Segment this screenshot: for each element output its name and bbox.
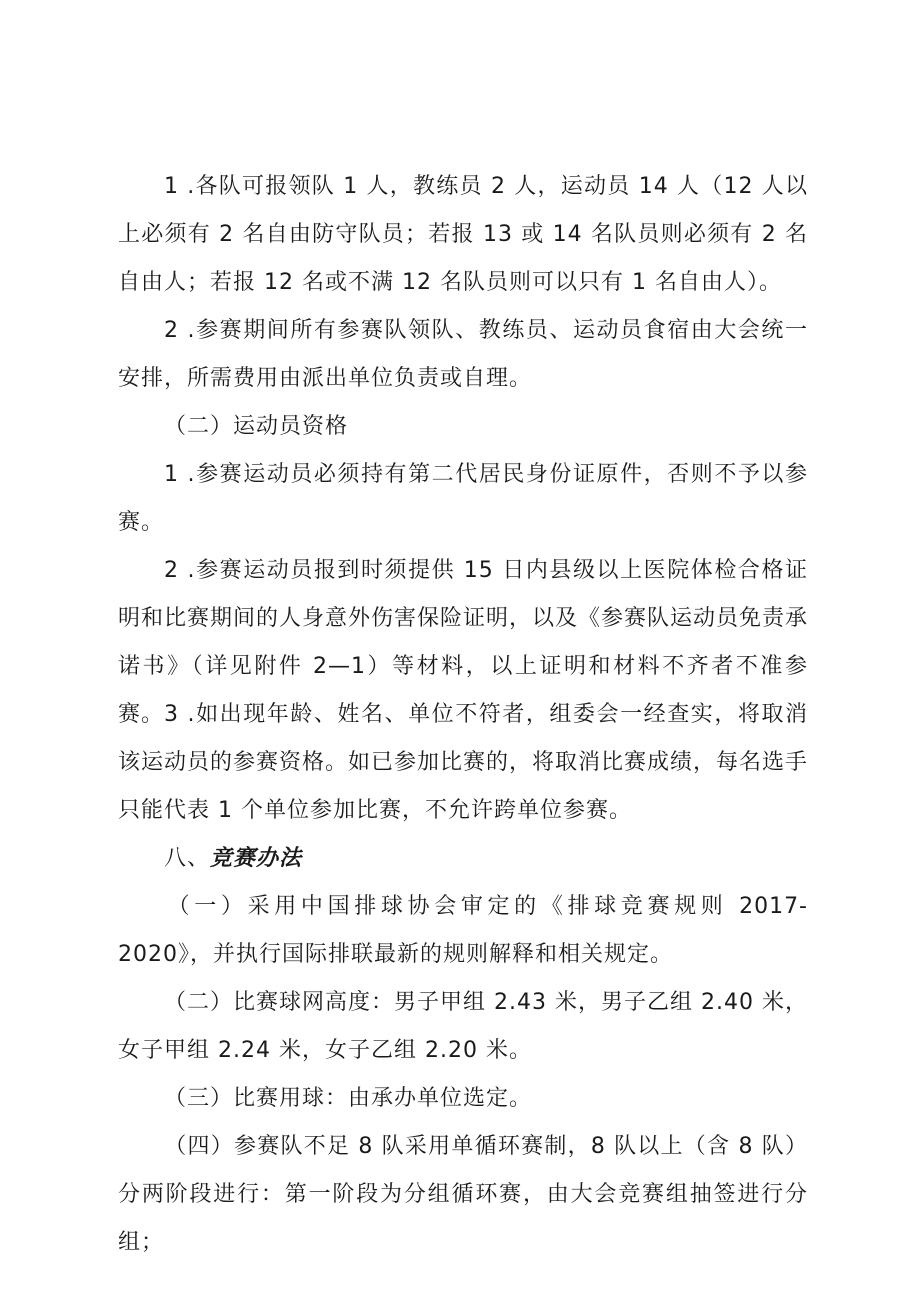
section-title: 竞赛办法 (210, 846, 303, 871)
paragraph-id-card (118, 451, 808, 547)
section-number: 八、 (164, 846, 211, 871)
paragraph-match-ball (118, 1075, 808, 1123)
paragraph-rules-version (118, 883, 808, 979)
paragraph-text: （一）采用中国排球协会审定的《排球竞赛规则 2017-2020》，并执行国际排联最新的规则解释和相关规定。 (118, 894, 808, 967)
section-heading-competition-rules (118, 835, 808, 883)
subheading-athlete-eligibility (118, 403, 808, 451)
paragraph-text: （二）运动员资格 (164, 414, 349, 439)
paragraph-text: 2 .参赛期间所有参赛队领队、教练员、运动员食宿由大会统一安排，所需费用由派出单位负责或自理。 (118, 318, 808, 391)
paragraph-text: （四）参赛队不足 8 队采用单循环赛制，8 队以上（含 8 队）分两阶段进行：第一阶段为分组循环赛，由大会竞赛组抽签进行分组； (118, 1134, 808, 1255)
paragraph-lodging (118, 307, 808, 403)
paragraph-text: 2 .参赛运动员报到时须提供 15 日内县级以上医院体检合格证明和比赛期间的人身意外伤害保险证明，以及《参赛队运动员免责承诺书》（详见附件 2—1）等材料，以上证明和材料不齐者不准参赛。 (118, 558, 809, 727)
paragraph-disqualification (118, 691, 808, 835)
paragraph-text: 1 .各队可报领队 1 人，教练员 2 人，运动员 14 人（12 人以上必须有 2 名自由防守队员；若报 13 或 14 名队员则必须有 2 名自由人；若报 12 名或不满 12 名队员则可以只有 1 名自由人）。 (118, 174, 808, 295)
paragraph-text: 1 .参赛运动员必须持有第二代居民身份证原件，否则不予以参赛。 (118, 462, 808, 535)
paragraph-team-size (118, 163, 808, 307)
paragraph-text: （二）比赛球网高度：男子甲组 2.43 米，男子乙组 2.40 米，女子甲组 2.24 米，女子乙组 2.20 米。 (118, 990, 808, 1063)
paragraph-text: （三）比赛用球：由承办单位选定。 (164, 1086, 533, 1111)
paragraph-text: 3 .如出现年龄、姓名、单位不符者，组委会一经查实，将取消该运动员的参赛资格。如已参加比赛的，将取消比赛成绩，每名选手只能代表 1 个单位参加比赛，不允许跨单位参赛。 (118, 702, 809, 823)
paragraph-net-height (118, 979, 808, 1075)
paragraph-competition-format (118, 1123, 808, 1267)
